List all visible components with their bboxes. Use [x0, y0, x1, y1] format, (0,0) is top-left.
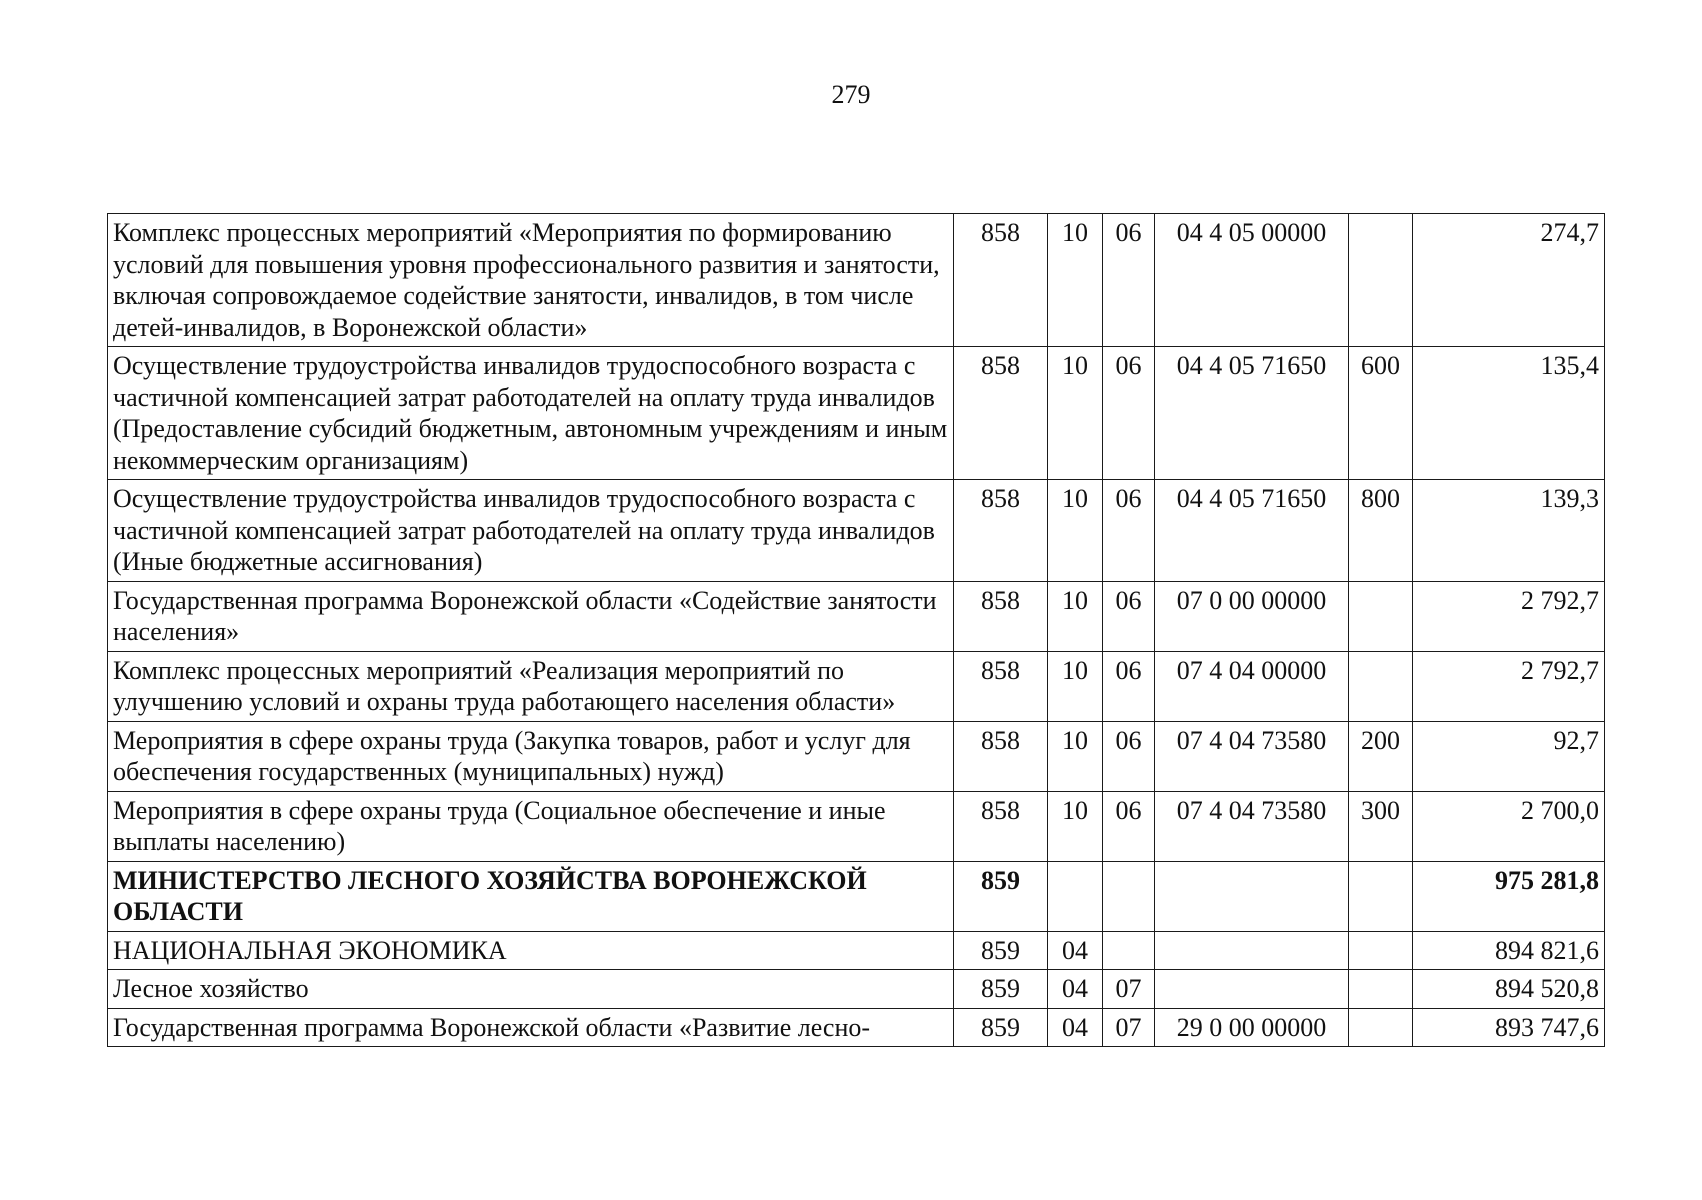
- amount: 894 821,6: [1413, 931, 1605, 970]
- target-article-code: 04 4 05 71650: [1155, 347, 1349, 480]
- table-row: [108, 214, 1605, 347]
- subsection-code: [1103, 931, 1155, 970]
- row-name: Государственная программа Воронежской области «Развитие лесно-: [108, 1008, 954, 1047]
- section-code: 10: [1048, 214, 1103, 347]
- ministry-code: 858: [954, 214, 1048, 347]
- target-article-code: 07 4 04 00000: [1155, 651, 1349, 721]
- expense-type-code: 800: [1349, 480, 1413, 582]
- amount: 92,7: [1413, 721, 1605, 791]
- ministry-code: 858: [954, 347, 1048, 480]
- section-code: 10: [1048, 581, 1103, 651]
- row-name: НАЦИОНАЛЬНАЯ ЭКОНОМИКА: [108, 931, 954, 970]
- subsection-code: 06: [1103, 791, 1155, 861]
- amount: 139,3: [1413, 480, 1605, 582]
- amount: 893 747,6: [1413, 1008, 1605, 1047]
- target-article-code: 29 0 00 00000: [1155, 1008, 1349, 1047]
- row-name: Лесное хозяйство: [108, 970, 954, 1009]
- expense-type-code: [1349, 970, 1413, 1009]
- section-code: 10: [1048, 347, 1103, 480]
- section-code: [1048, 861, 1103, 931]
- target-article-code: [1155, 861, 1349, 931]
- table-row: [108, 347, 1605, 480]
- subsection-code: 06: [1103, 214, 1155, 347]
- table-row: [108, 721, 1605, 791]
- amount: 975 281,8: [1413, 861, 1605, 931]
- target-article-code: [1155, 931, 1349, 970]
- amount: 894 520,8: [1413, 970, 1605, 1009]
- amount: 274,7: [1413, 214, 1605, 347]
- target-article-code: 04 4 05 00000: [1155, 214, 1349, 347]
- subsection-code: 06: [1103, 480, 1155, 582]
- table-row: [108, 480, 1605, 582]
- section-code: 10: [1048, 480, 1103, 582]
- section-code: 10: [1048, 791, 1103, 861]
- table-row: [108, 791, 1605, 861]
- amount: 135,4: [1413, 347, 1605, 480]
- ministry-code: 859: [954, 1008, 1048, 1047]
- row-name: МИНИСТЕРСТВО ЛЕСНОГО ХОЗЯЙСТВА ВОРОНЕЖСКОЙ ОБЛАСТИ: [108, 861, 954, 931]
- subsection-code: [1103, 861, 1155, 931]
- row-name: Комплекс процессных мероприятий «Реализация мероприятий по улучшению условий и охраны труда работающего населения области»: [108, 651, 954, 721]
- table-row-ministry-heading: [108, 861, 1605, 931]
- budget-table: [107, 213, 1605, 1047]
- expense-type-code: [1349, 861, 1413, 931]
- ministry-code: 859: [954, 931, 1048, 970]
- table-row: [108, 931, 1605, 970]
- section-code: 10: [1048, 651, 1103, 721]
- ministry-code: 858: [954, 480, 1048, 582]
- table-row: [108, 581, 1605, 651]
- subsection-code: 07: [1103, 970, 1155, 1009]
- amount: 2 700,0: [1413, 791, 1605, 861]
- target-article-code: 07 0 00 00000: [1155, 581, 1349, 651]
- ministry-code: 858: [954, 651, 1048, 721]
- ministry-code: 858: [954, 581, 1048, 651]
- ministry-code: 858: [954, 791, 1048, 861]
- table-row: [108, 970, 1605, 1009]
- row-name: Комплекс процессных мероприятий «Мероприятия по формированию условий для повышения уровня профессионального развития и занятости, включая сопровождаемое содействие занятости, инвалидов, в том числе детей-инвалидов, в Воронежской области»: [108, 214, 954, 347]
- ministry-code: 859: [954, 970, 1048, 1009]
- table-row: [108, 651, 1605, 721]
- expense-type-code: [1349, 214, 1413, 347]
- ministry-code: 858: [954, 721, 1048, 791]
- subsection-code: 06: [1103, 581, 1155, 651]
- row-name: Мероприятия в сфере охраны труда (Социальное обеспечение и иные выплаты населению): [108, 791, 954, 861]
- row-name: Осуществление трудоустройства инвалидов трудоспособного возраста с частичной компенсацией затрат работодателей на оплату труда инвалидов (Предоставление субсидий бюджетным, автономным учреждениям и иным некоммерческим организациям): [108, 347, 954, 480]
- subsection-code: 06: [1103, 721, 1155, 791]
- expense-type-code: 200: [1349, 721, 1413, 791]
- expense-type-code: [1349, 651, 1413, 721]
- section-code: 04: [1048, 1008, 1103, 1047]
- row-name: Осуществление трудоустройства инвалидов трудоспособного возраста с частичной компенсацией затрат работодателей на оплату труда инвалидов (Иные бюджетные ассигнования): [108, 480, 954, 582]
- amount: 2 792,7: [1413, 581, 1605, 651]
- page-number: 279: [831, 80, 871, 109]
- section-code: 04: [1048, 970, 1103, 1009]
- amount: 2 792,7: [1413, 651, 1605, 721]
- subsection-code: 07: [1103, 1008, 1155, 1047]
- row-name: Государственная программа Воронежской области «Содействие занятости населения»: [108, 581, 954, 651]
- subsection-code: 06: [1103, 651, 1155, 721]
- row-name: Мероприятия в сфере охраны труда (Закупка товаров, работ и услуг для обеспечения государственных (муниципальных) нужд): [108, 721, 954, 791]
- section-code: 04: [1048, 931, 1103, 970]
- expense-type-code: 600: [1349, 347, 1413, 480]
- target-article-code: 07 4 04 73580: [1155, 721, 1349, 791]
- section-code: 10: [1048, 721, 1103, 791]
- subsection-code: 06: [1103, 347, 1155, 480]
- expense-type-code: [1349, 581, 1413, 651]
- target-article-code: 04 4 05 71650: [1155, 480, 1349, 582]
- expense-type-code: 300: [1349, 791, 1413, 861]
- table-row: [108, 1008, 1605, 1047]
- ministry-code: 859: [954, 861, 1048, 931]
- target-article-code: 07 4 04 73580: [1155, 791, 1349, 861]
- expense-type-code: [1349, 931, 1413, 970]
- expense-type-code: [1349, 1008, 1413, 1047]
- target-article-code: [1155, 970, 1349, 1009]
